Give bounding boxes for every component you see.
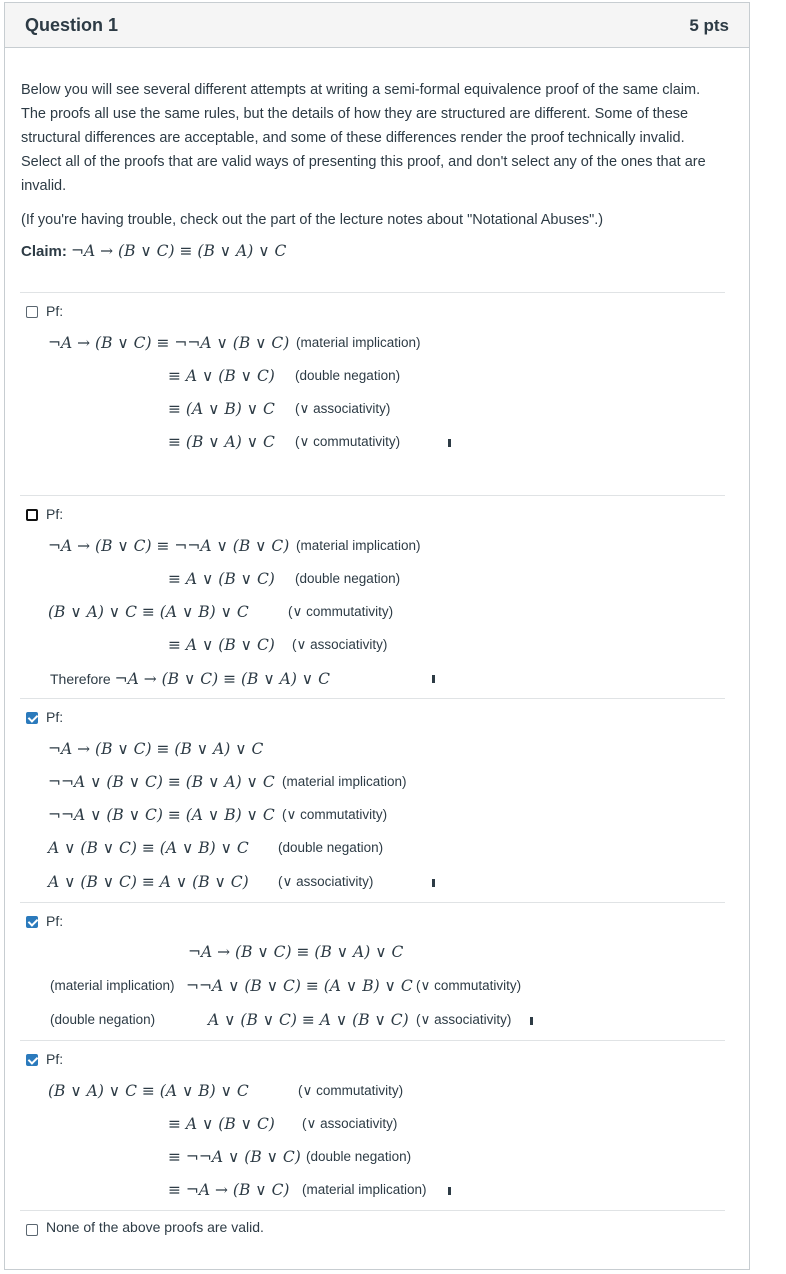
- option-5-rule-4: (material implication): [302, 1182, 427, 1197]
- option-3-rule-2: (material implication): [282, 774, 407, 789]
- divider: [20, 1040, 725, 1041]
- none-option-checkbox[interactable]: [26, 1224, 38, 1236]
- therefore-label: Therefore: [50, 671, 111, 687]
- option-1-line-3: ≡ (A ∨ B) ∨ C: [168, 400, 275, 418]
- option-4-rule-3: (∨ associativity): [416, 1012, 512, 1027]
- question-points: 5 pts: [689, 16, 729, 35]
- option-3-pf: Pf:: [46, 709, 64, 725]
- option-5-line-1: (B ∨ A) ∨ C ≡ (A ∨ B) ∨ C: [48, 1082, 249, 1100]
- divider: [20, 495, 725, 496]
- therefore-math: ¬A → (B ∨ C) ≡ (B ∨ A) ∨ C: [114, 670, 330, 688]
- divider: [20, 698, 725, 699]
- option-5-checkbox[interactable]: [26, 1054, 38, 1066]
- option-3-rule-5: (∨ associativity): [278, 874, 374, 889]
- option-4-rule-2: (∨ commutativity): [416, 978, 522, 993]
- option-2-rule-1: (material implication): [296, 538, 421, 553]
- claim: [21, 242, 286, 260]
- option-5-line-3: ≡ ¬¬A ∨ (B ∨ C): [168, 1148, 301, 1166]
- option-1-line-1: ¬A → (B ∨ C) ≡ ¬¬A ∨ (B ∨ C): [48, 334, 290, 352]
- claim-label: Claim:: [21, 243, 67, 260]
- option-3-line-1: ¬A → (B ∨ C) ≡ (B ∨ A) ∨ C: [48, 740, 264, 758]
- option-3-line-4: A ∨ (B ∨ C) ≡ (A ∨ B) ∨ C: [48, 839, 249, 857]
- option-2-rule-2: (double negation): [295, 571, 401, 586]
- option-1-line-4: ≡ (B ∨ A) ∨ C: [168, 433, 275, 451]
- option-3-checkbox[interactable]: [26, 712, 38, 724]
- option-5-line-2: ≡ A ∨ (B ∨ C): [168, 1115, 275, 1133]
- divider: [20, 902, 725, 903]
- option-3-rule-3: (∨ commutativity): [282, 807, 388, 822]
- option-4-left-rule-3: (double negation): [50, 1012, 156, 1027]
- option-1-line-2: ≡ A ∨ (B ∨ C): [168, 367, 275, 385]
- option-2-checkbox[interactable]: [26, 509, 38, 521]
- question-header: [5, 3, 749, 48]
- option-5-rule-1: (∨ commutativity): [298, 1083, 404, 1098]
- option-5-rule-2: (∨ associativity): [302, 1116, 398, 1131]
- qed-mark: [432, 879, 435, 887]
- question-hint: (If you're having trouble, check out the part of the lecture notes about "Notational Abuses".): [21, 212, 604, 228]
- qed-mark: [530, 1017, 533, 1025]
- option-5-line-4: ≡ ¬A → (B ∨ C): [168, 1181, 290, 1199]
- option-2-line-2: ≡ A ∨ (B ∨ C): [168, 570, 275, 588]
- option-1-rule-3: (∨ associativity): [295, 401, 391, 416]
- option-1-pf: Pf:: [46, 303, 64, 319]
- option-1-checkbox[interactable]: [26, 306, 38, 318]
- option-3-line-3: ¬¬A ∨ (B ∨ C) ≡ (A ∨ B) ∨ C: [48, 806, 275, 824]
- option-2-rule-4: (∨ associativity): [292, 637, 388, 652]
- option-4-line-2: ¬¬A ∨ (B ∨ C) ≡ (A ∨ B) ∨ C: [186, 977, 413, 995]
- option-3-line-2: ¬¬A ∨ (B ∨ C) ≡ (B ∨ A) ∨ C: [48, 773, 275, 791]
- qed-mark: [448, 439, 451, 447]
- option-5-pf: Pf:: [46, 1051, 64, 1067]
- option-4-line-3: A ∨ (B ∨ C) ≡ A ∨ (B ∨ C): [208, 1011, 409, 1029]
- divider: [20, 1210, 725, 1211]
- option-2-pf: Pf:: [46, 506, 64, 522]
- option-3-rule-4: (double negation): [278, 840, 384, 855]
- option-4-checkbox[interactable]: [26, 916, 38, 928]
- option-5-rule-3: (double negation): [306, 1149, 412, 1164]
- option-3-line-5: A ∨ (B ∨ C) ≡ A ∨ (B ∨ C): [48, 873, 249, 891]
- qed-mark: [432, 675, 435, 683]
- option-4-left-rule-2: (material implication): [50, 978, 175, 993]
- option-1-rule-4: (∨ commutativity): [295, 434, 401, 449]
- question-title: Question 1: [25, 15, 119, 35]
- none-option-label: None of the above proofs are valid.: [46, 1219, 264, 1235]
- option-4-line-1: ¬A → (B ∨ C) ≡ (B ∨ A) ∨ C: [188, 943, 404, 961]
- question-intro: Below you will see several different attempts at writing a semi-formal equivalence proof of the same claim. The proofs all use the same rules, but the details of how they are structured are different. Some of these structural differences are acceptable, and some of these differences render the proof technically invalid. Select all of the proofs that are valid ways of presenting this proof, and don't select any of the ones that are invalid.: [21, 82, 706, 194]
- qed-mark: [448, 1187, 451, 1195]
- option-2-therefore: [50, 670, 330, 688]
- option-4-pf: Pf:: [46, 913, 64, 929]
- option-2-line-4: ≡ A ∨ (B ∨ C): [168, 636, 275, 654]
- option-2-line-3: (B ∨ A) ∨ C ≡ (A ∨ B) ∨ C: [48, 603, 249, 621]
- divider: [20, 292, 725, 293]
- option-1-rule-2: (double negation): [295, 368, 401, 383]
- option-2-line-1: ¬A → (B ∨ C) ≡ ¬¬A ∨ (B ∨ C): [48, 537, 290, 555]
- claim-math: ¬A → (B ∨ C) ≡ (B ∨ A) ∨ C: [71, 242, 287, 260]
- option-1-rule-1: (material implication): [296, 335, 421, 350]
- option-2-rule-3: (∨ commutativity): [288, 604, 394, 619]
